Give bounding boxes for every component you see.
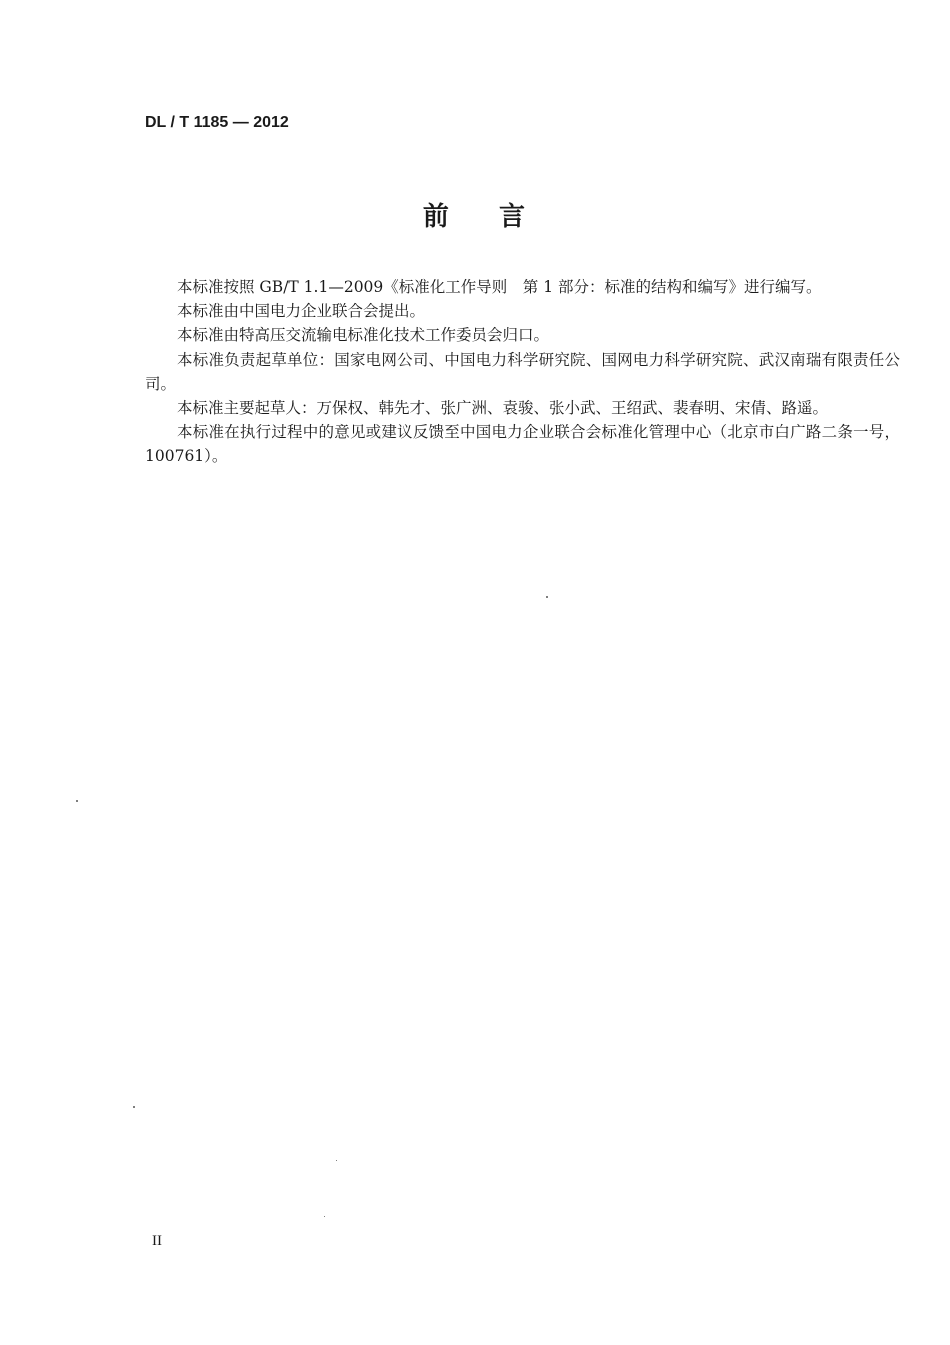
paragraph-drafters: 本标准主要起草人：万保权、韩先才、张广洲、袁骏、张小武、王绍武、裴春明、宋倩、路遥。 xyxy=(177,399,829,418)
standard-code: DL / T 1185 — 2012 xyxy=(145,114,289,131)
paragraph-drafting-rules: 本标准按照 GB/T 1.1—2009《标准化工作导则 第 1 部分：标准的结构和编写》进行编写。 xyxy=(177,278,822,296)
page-number: II xyxy=(152,1233,162,1249)
scan-speck xyxy=(133,1106,135,1108)
scan-speck xyxy=(336,1160,337,1161)
paragraph-proposer: 本标准由中国电力企业联合会提出。 xyxy=(177,302,426,321)
paragraph-drafting-units: 本标准负责起草单位：国家电网公司、中国电力科学研究院、国网电力科学研究院、武汉南瑞有限责任公司。 xyxy=(145,350,900,393)
paragraph-committee: 本标准由特高压交流输电标准化技术工作委员会归口。 xyxy=(177,326,550,345)
title-char-2: 言 xyxy=(499,202,528,232)
scan-speck xyxy=(76,800,78,802)
foreword-body xyxy=(145,275,900,469)
scan-speck xyxy=(324,1216,325,1217)
scan-speck xyxy=(546,596,548,598)
title-char-1: 前 xyxy=(422,202,451,232)
paragraph-feedback: 本标准在执行过程中的意见或建议反馈至中国电力企业联合会标准化管理中心（北京市白广路二条一号，100761）。 xyxy=(145,423,900,466)
page-title xyxy=(0,196,950,233)
